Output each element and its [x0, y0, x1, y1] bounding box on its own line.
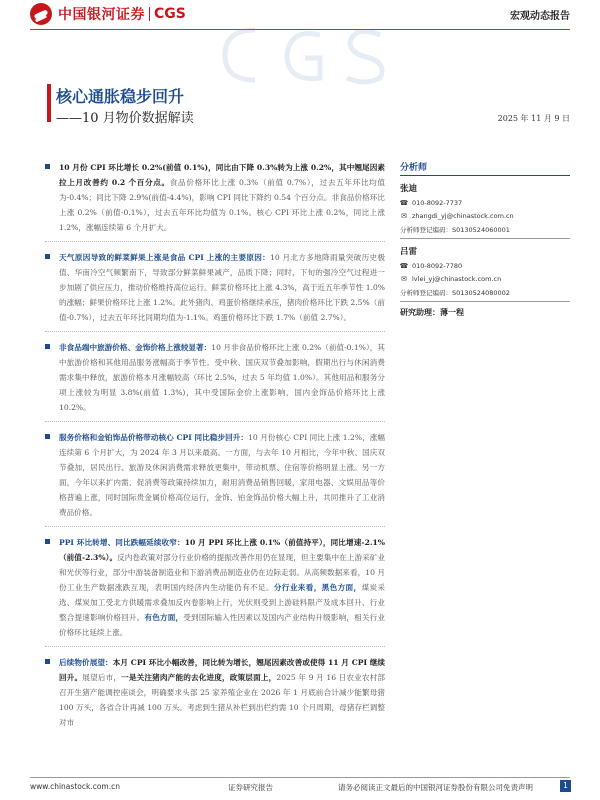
footer-url[interactable]: www.chinastock.com.cn [30, 782, 120, 791]
paragraph-body: 10 月非食品价格环比上涨 0.2%（前值-0.1%），其中旅游价格和其他用品服务涨幅高于季节性。受中秋、国庆双节叠加影响，假期出行与休闲消费需求集中释放，旅游价格本月涨幅较高（环比 2.5%，过去 5 年均值 1.0%）。其他用品和服务分项上涨较为明显 3.8%(前值 1.3%)，其中受国际金价上涨影响，国内金饰品价格环比上涨 10.2%。 [59, 343, 386, 412]
sidebar-divider [400, 238, 570, 239]
cgs-watermark-icon [215, 20, 400, 90]
sidebar-heading: 分析师 [400, 160, 570, 176]
paragraph-body: 10 月北方多地降雨量突破历史极值、华南冷空气频繁南下，导致部分鲜菜鲜果减产，品质下降；同时，下旬的强冷空气过程进一步加剧了供应压力，推动价格维持高位运行。鲜菜价格环比上涨 4.3%，高于近五年季节性 1.0%的涨幅；鲜果价格环比上涨 1.2%。此外猪肉、鸡蛋价格继续承压，猪肉价格环比下跌 2.5%（前值-0.7%），过去五年环比同期均值为-1.1%。鸡蛋价格环比下跌 1.7%（前值 2.7%）。 [59, 253, 386, 322]
logo-text: 中国银河证券 [58, 7, 145, 23]
paragraph-lead: 后续物价展望： [59, 658, 113, 667]
paragraph-lead: PPI 环比转增、同比跌幅延续收窄： [59, 538, 185, 547]
footer-divider [30, 777, 570, 778]
bullet-square-icon [45, 539, 50, 544]
paragraph-lead: 非食品端中旅游价格、金饰价格上涨较显著： [59, 343, 212, 352]
paragraph [59, 160, 385, 235]
paragraph-lead: 天气原因导致的鲜菜鲜果上涨是食品 CPI 上涨的主要原因： [59, 253, 271, 262]
analyst-name: 张迪 [400, 184, 418, 194]
paragraph-body-2: 煤炭采选、煤炭加工受北方供暖需求叠加反内卷影响上行，光伏则受到上游硅料限产及成本回升、行业整合提速影响价格回升。 [59, 583, 385, 622]
analyst-cert: 分析师登记编码：S0130524060001 [400, 226, 510, 234]
company-logo [30, 3, 186, 25]
phone-icon: ☎ [399, 199, 409, 207]
paragraph-lead-2: 本月 CPI 环比小幅改善，同比转为增长，翘尾因素改善或使得 11 月 CPI 继续回升。 [59, 658, 385, 682]
logo-separator [149, 7, 150, 21]
analyst-name: 吕雷 [400, 247, 418, 257]
logo-mark-icon [30, 3, 52, 25]
paragraph-body: 食品价格环比上涨 0.3%（前值 0.7%），过去五年环比均值为-0.4%；同比下降 2.9%(前值-4.4%)，影响 CPI 同比下降约 0.54 个百分点。非食品价格环比上涨 0.2%（前值-0.1%），过去五年环比均值为 0.1%。核心 CPI 环比上涨 0.2%，同比上涨 1.2%，涨幅连续第 6 个月扩大。 [59, 178, 386, 232]
research-assistant: 研究助理：薄一程 [400, 307, 464, 317]
paragraph [59, 535, 385, 640]
analyst-cert-row [400, 288, 570, 297]
phone-icon: ☎ [399, 262, 409, 270]
analyst-email[interactable]: lvlei_yj@chinastock.com.cn [412, 275, 502, 283]
email-icon: ✉ [401, 212, 407, 220]
bullet-square-icon [45, 254, 50, 259]
section-ppi [45, 535, 385, 647]
section-cpi-overview [45, 160, 385, 242]
footer-report-label: 证券研究报告 [228, 783, 273, 792]
sidebar-divider [400, 301, 570, 302]
bullet-square-icon [45, 344, 50, 349]
analyst-email-row [400, 212, 570, 220]
paragraph-emphasis: 一是关注猪肉产能的去化进度，政策层面上， [121, 673, 277, 682]
logo-cgs: CGS [154, 6, 186, 22]
title-accent-bar [47, 84, 51, 122]
report-type: 宏观动态报告 [510, 11, 570, 22]
analyst-phone: 010-8092-7737 [412, 199, 463, 207]
analyst-card [400, 182, 570, 239]
section-nonfood-prices [45, 340, 385, 422]
analyst-cert-row [400, 225, 570, 234]
paragraph-lead: 10 月份 CPI 环比增长 0.2%(前值 0.1%)，同比由下降 0.3%转为上涨 0.2%，其中翘尾因素拉上月改善约 0.2 个百分点。 [59, 163, 385, 187]
main-content [45, 160, 385, 744]
report-subtitle: ——10 月物价数据解读 [56, 111, 194, 126]
email-icon: ✉ [401, 275, 407, 283]
analyst-card [400, 245, 570, 302]
bullet-square-icon [45, 164, 50, 169]
paragraph-emphasis-2: 有色方面， [144, 613, 184, 622]
section-core-cpi [45, 430, 385, 527]
paragraph-body: 展望后市， [82, 673, 122, 682]
paragraph-emphasis: 分行业来看，黑色方面， [273, 583, 362, 592]
paragraph [59, 250, 385, 325]
analyst-email[interactable]: zhangdi_yj@chinastock.com.cn [412, 212, 514, 220]
paragraph-body: 反内卷政策对部分行业价格的提振改善作用仍在显现，但主要集中在上游采矿业和光伏等行业，部分中游装备制造业和下游消费品制造业仍在边际走弱。从高频数据来看，10 月份工业生产数据涨跌互现，表明国内经济内生动能仍有不足。 [59, 553, 386, 592]
paragraph-lead: 服务价格和金铂饰品价格带动核心 CPI 同比稳步回升： [59, 433, 249, 442]
page-number: 1 [560, 780, 571, 792]
analyst-phone: 010-8092-7780 [412, 262, 463, 270]
report-date: 2025 年 11 月 9 日 [497, 114, 570, 123]
analyst-sidebar [400, 160, 570, 318]
analyst-phone-row [400, 262, 570, 270]
analyst-phone-row [400, 199, 570, 207]
analyst-email-row [400, 275, 570, 283]
footer-disclaimer: 请务必阅读正文最后的中国银河证券股份有限公司免责声明 [338, 783, 533, 792]
report-title: 核心通胀稳步回升 [56, 87, 185, 106]
paragraph [59, 340, 385, 415]
section-food-prices [45, 250, 385, 332]
section-outlook [45, 655, 385, 736]
bullet-square-icon [45, 659, 50, 664]
paragraph [59, 655, 385, 730]
paragraph-lead-2: 10 月 PPI 环比上涨 0.1%（前值持平），同比增速-2.1%（前值-2.3%）。 [59, 538, 385, 562]
paragraph-body: 10 月份核心 CPI 同比上涨 1.2%，涨幅连续第 6 个月扩大，为 2024 年 3 月以来最高。一方面，与去年 10 月相比，今年中秋、国庆双节叠加，居民出行、旅游及休闲消费需求释放更集中，带动机票、住宿等价格明显上涨。另一方面，今年以来扩内需、促消费等政策持续加力，耐用消费品销售回暖，家用电器、文娱用品等价格普遍上涨，同时国际贵金属价格高位运行，金饰、铂金饰品价格大幅上升，共同推升了工业消费品价格。 [59, 433, 385, 517]
paragraph [59, 430, 385, 520]
analyst-cert: 分析师登记编码：S0130524080002 [400, 289, 510, 297]
paragraph-body-3: 受到国际输入性因素以及国内产业结构升级影响，相关行业价格环比延续上涨。 [59, 613, 386, 637]
bullet-square-icon [45, 434, 50, 439]
paragraph-body-2: 2025 年 9 月 16 日农业农村部召开生猪产能调控座谈会，明确要求头部 25 家养殖企业在 2026 年 1 月底前合计减少能繁母猪 100 万头，各省合计再减 100 万头。考虑到生猪从补栏到出栏约需 10 个月周期，母猪存栏调整对市 [59, 673, 386, 727]
